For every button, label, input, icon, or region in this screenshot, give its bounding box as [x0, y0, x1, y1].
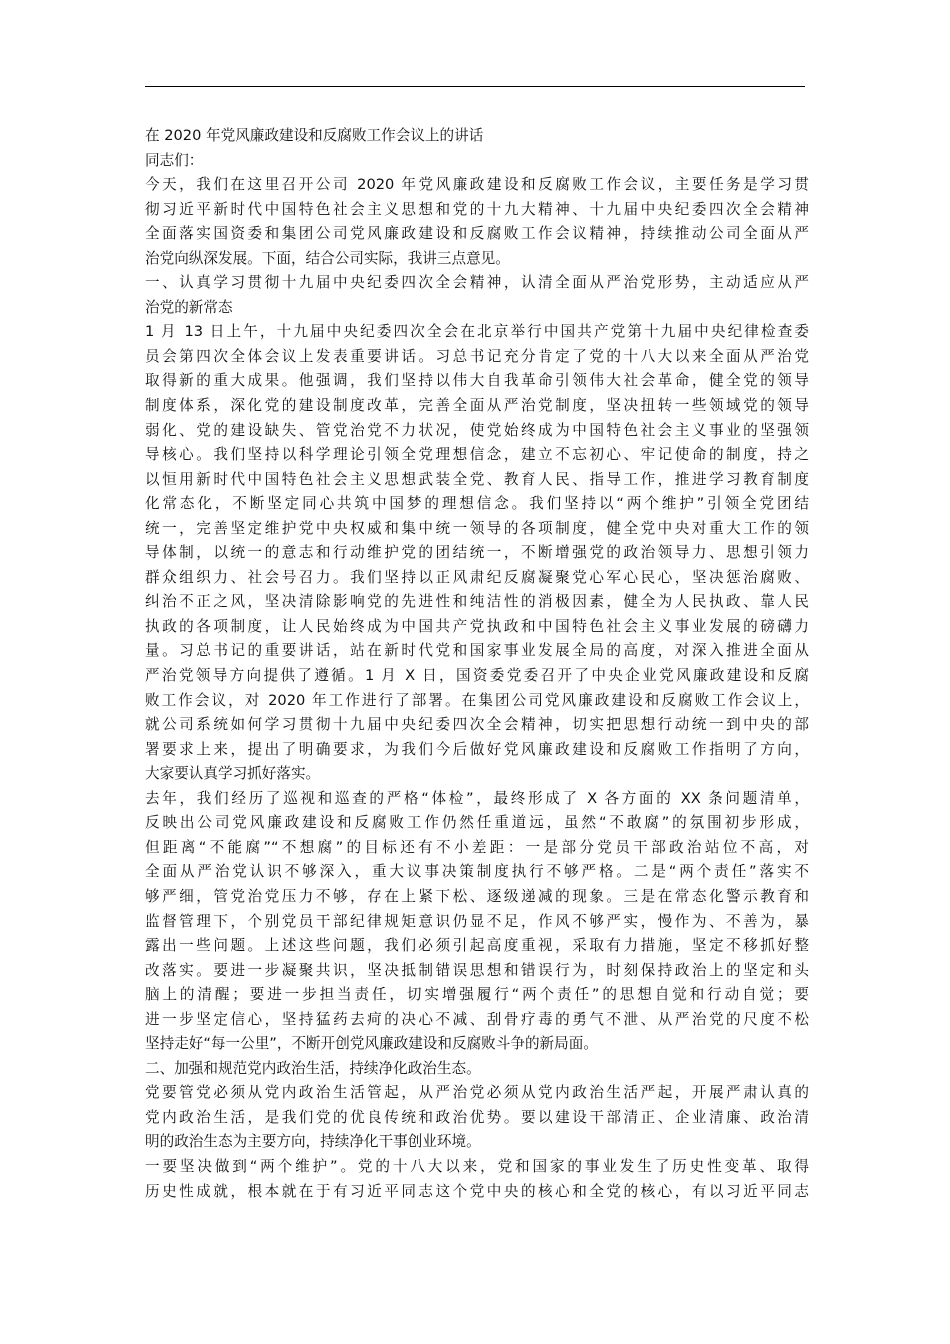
text-line: 纠治不正之风，坚决清除影响党的先进性和纯洁性的消极因素，健全为人民执政、靠人民: [145, 593, 809, 611]
text-line: 严治党领导方向提供了遵循。1 月 X 日，国资委党委召开了中央企业党风廉政建设和反腐: [145, 667, 809, 685]
text-line: 化常态化，不断坚定同心共筑中国梦的理想信念。我们坚持以“两个维护”引领全党团结: [145, 495, 809, 513]
text-line: 改落实。要进一步凝聚共识，坚决抵制错误思想和错误行为，时刻保持政治上的坚定和头: [145, 961, 809, 979]
text-line: 历史性成就，根本就在于有习近平同志这个党中央的核心和全党的核心，有以习近平同志: [145, 1182, 809, 1200]
text-line: 就公司系统如何学习贯彻十九届中央纪委四次全会精神，切实把思想行动统一到中央的部: [145, 716, 809, 734]
text-line: 进一步坚定信心，坚持猛药去疴的决心不减、刮骨疗毒的勇气不泄、从严治党的尺度不松: [145, 1010, 809, 1028]
text-line: 导核心。我们坚持以科学理论引领全党理想信念，建立不忘初心、牢记使命的制度，持之: [145, 446, 809, 464]
text-line: 治党向纵深发展。下面，结合公司实际，我讲三点意见。: [145, 249, 510, 267]
text-line: 导体制，以统一的意志和行动维护党的团结统一，不断增强党的政治领导力、思想引领力: [145, 544, 809, 562]
section-heading: 二、加强和规范党内政治生活，持续净化政治生态。: [145, 1059, 481, 1077]
text-line: 反映出公司党风廉政建设和反腐败工作仍然任重道远，虽然“不敢腐”的氛围初步形成，: [145, 814, 809, 832]
header-rule: [145, 86, 805, 87]
text-line: 弱化、党的建设缺失、管党治党不力状况，使党始终成为中国特色社会主义事业的坚强领: [145, 421, 809, 439]
text-line: 大家要认真学习抓好落实。: [145, 765, 321, 783]
text-line: 坚持走好“每一公里”，不断开创党风廉政建设和反腐败斗争的新局面。: [145, 1035, 598, 1053]
section-heading: 治党的新常态: [145, 298, 233, 316]
text-line: 露出一些问题。上述这些问题，我们必须引起高度重视，采取有力措施，坚定不移抓好整: [145, 937, 809, 955]
text-line: 明的政治生态为主要方向，持续净化干事创业环境。: [145, 1133, 481, 1151]
text-line: 以恒用新时代中国特色社会主义思想武装全党、教育人民、指导工作，推进学习教育制度: [145, 470, 809, 488]
text-line: 监督管理下，个别党员干部纪律规矩意识仍显不足，作风不够严实，慢作为、不善为，暴: [145, 912, 809, 930]
text-line: 量。习总书记的重要讲话，站在新时代党和国家事业发展全局的高度，对深入推进全面从: [145, 642, 809, 660]
document-body: [145, 124, 809, 1204]
text-line: 全面从严治党认识不够深入，重大议事决策制度执行不够严格。二是“两个责任”落实不: [145, 863, 809, 881]
text-line: 一要坚决做到“两个维护”。党的十八大以来，党和国家的事业发生了历史性变革、取得: [145, 1157, 809, 1175]
text-line: 今天，我们在这里召开公司 2020 年党风廉政建设和反腐败工作会议，主要任务是学习贯: [145, 176, 809, 194]
text-line: 全面落实国资委和集团公司党风廉政建设和反腐败工作会议精神，持续推动公司全面从严: [145, 225, 809, 243]
text-line: 彻习近平新时代中国特色社会主义思想和党的十九大精神、十九届中央纪委四次全会精神: [145, 200, 809, 218]
text-line: 党内政治生活，是我们党的优良传统和政治优势。要以建设干部清正、企业清廉、政治清: [145, 1108, 809, 1126]
text-line: 群众组织力、社会号召力。我们坚持以正风肃纪反腐凝聚党心军心民心，坚决惩治腐败、: [145, 568, 809, 586]
text-line: 执政的各项制度，让人民始终成为中国共产党执政和中国特色社会主义事业发展的磅礴力: [145, 617, 809, 635]
text-line: 党要管党必须从党内政治生活管起，从严治党必须从党内政治生活严起，开展严肃认真的: [145, 1084, 809, 1102]
text-line: 但距离“不能腐”“不想腐”的目标还有不小差距：一是部分党员干部政治站位不高，对: [145, 838, 809, 856]
text-line: 员会第四次全体会议上发表重要讲话。习总书记充分肯定了党的十八大以来全面从严治党: [145, 347, 809, 365]
text-line: 制度体系，深化党的建设制度改革，完善全面从严治党制度，坚决扭转一些领域党的领导: [145, 397, 809, 415]
text-line: 够严细，管党治党压力不够，存在上紧下松、逐级递减的现象。三是在常态化警示教育和: [145, 887, 809, 905]
document-title: 在 2020 年党风廉政建设和反腐败工作会议上的讲话: [145, 127, 484, 144]
text-line: 脑上的清醒；要进一步担当责任，切实增强履行“两个责任”的思想自觉和行动自觉；要: [145, 986, 809, 1004]
text-line: 取得新的重大成果。他强调，我们坚持以伟大自我革命引领伟大社会革命，健全党的领导: [145, 372, 809, 390]
text-line: 统一，完善坚定维护党中央权威和集中统一领导的各项制度，健全党中央对重大工作的领: [145, 519, 809, 537]
text-line: 败工作会议，对 2020 年工作进行了部署。在集团公司党风廉政建设和反腐败工作会议上，: [145, 691, 809, 709]
salutation: 同志们：: [145, 151, 204, 169]
text-line: 去年，我们经历了巡视和巡查的严格“体检”，最终形成了 X 各方面的 XX 条问题清单，: [145, 789, 809, 807]
text-line: 1 月 13 日上午，十九届中央纪委四次全会在北京举行中国共产党第十九届中央纪律检查委: [145, 323, 809, 341]
text-line: 署要求上来，提出了明确要求，为我们今后做好党风廉政建设和反腐败工作指明了方向，: [145, 740, 809, 758]
section-heading: 一、认真学习贯彻十九届中央纪委四次全会精神，认清全面从严治党形势，主动适应从严: [145, 274, 809, 292]
